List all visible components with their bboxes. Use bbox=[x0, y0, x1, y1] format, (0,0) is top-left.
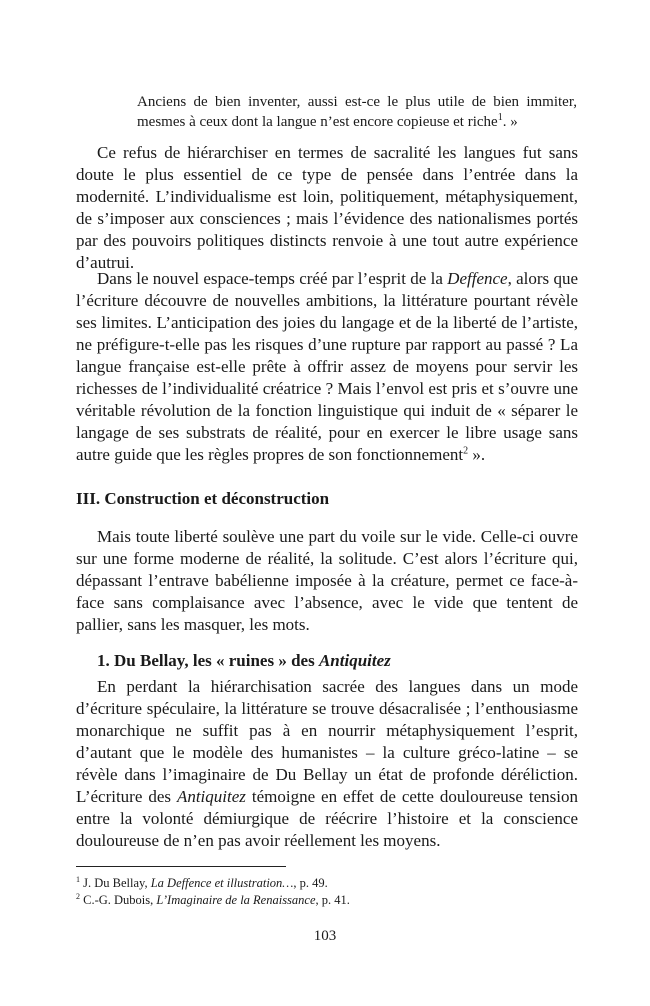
footnote-2-title: L’Imaginaire de la Renaissance bbox=[156, 893, 316, 907]
footnote-1-title: La Deffence et illustration… bbox=[150, 876, 294, 890]
title-deffence: Deffence bbox=[447, 269, 508, 288]
subsection-heading-text: 1. Du Bellay, les « ruines » des bbox=[97, 651, 319, 670]
paragraph-2-body: , alors que l’écriture découvre de nouvelles ambitions, la littérature pourtant révèle ses limites. L’anticipation des joies du langage et de la liberté de l’artiste, ne préfigure-t-elle pas les risques d’une rupture par rapport au passé ? La langue française est-elle prête à offrir assez de moyens pour servir les richesses de l’individualité créatrice ? Mais l’envol est pris et s’ouvre une véritable révolution de la fonction linguistique qui induit de « séparer le langage de ses substrats de réalité, pour en exercer le libre usage sans autre guide que les règles propres de son fonctionnement bbox=[76, 269, 579, 464]
footnote-2 bbox=[76, 892, 578, 909]
paragraph-4-start: En perdant la hiérarchisation sacrée des langues dans un mode d’écriture spéculaire, la littérature se trouve désacralisée ; l’enthousiasme monarchique ne suffit pas à en nourrir métaphysiquement l’esprit, d’autant que le modèle des humanistes – la culture gréco-latine – se révèle dans l’imaginaire de Du Bellay un état de profonde déréliction. L’écriture des bbox=[76, 677, 578, 806]
paragraph-4-end: témoigne en effet de cette douloureuse tension entre la volonté démiurgique de réécrire l’histoire et la conscience douloureuse de n’en pas avoir réellement les moyens. bbox=[76, 787, 578, 850]
block-quote bbox=[137, 92, 577, 132]
footnote-ref-2[interactable]: 2 bbox=[463, 445, 469, 457]
footnote-2-page: , p. 41. bbox=[315, 893, 350, 907]
footnote-1-author: J. Du Bellay, bbox=[80, 876, 151, 890]
footnote-2-author: C.-G. Dubois, bbox=[80, 893, 157, 907]
section-heading: III. Construction et déconstruction bbox=[76, 489, 330, 508]
footnote-separator bbox=[76, 866, 286, 867]
footnote-2-number: 2 bbox=[76, 891, 80, 901]
paragraph-2-start: Dans le nouvel espace-temps créé par l’esprit de la bbox=[97, 269, 448, 288]
paragraph-1: Ce refus de hiérarchiser en termes de sacralité les langues fut sans doute le plus essentiel de ce type de pensée dans l’entrée dans la modernité. L’individualisme est loin, politiquement, métaphysiquement, de s’imposer aux consciences ; mais l’évidence des nationalismes portés par des pouvoirs politiques distincts renvoie à une tout autre expérience d’autrui. bbox=[76, 143, 578, 272]
paragraph-3: Mais toute liberté soulève une part du voile sur le vide. Celle-ci ouvre sur une forme moderne de réalité, la solitude. C’est alors l’écriture qui, dépassant l’entrave babélienne imposée à la créature, permet ce face-à-face sans complaisance avec l’absence, avec le vide que tentent de pallier, sans les masquer, les mots. bbox=[76, 527, 578, 634]
subsection-heading bbox=[97, 650, 391, 672]
title-antiquitez-inline: Antiquitez bbox=[176, 787, 246, 806]
footnote-1-page: , p. 49. bbox=[293, 876, 328, 890]
footnote-1-number: 1 bbox=[76, 874, 80, 884]
footnote-1 bbox=[76, 875, 578, 892]
quote-text: Anciens de bien inventer, aussi est-ce le plus utile de bien immiter, mesmes à ceux dont la langue n’est encore copieuse et riche bbox=[137, 94, 577, 130]
footnote-ref-1[interactable]: 1 bbox=[497, 112, 503, 123]
title-antiquitez: Antiquitez bbox=[318, 651, 391, 670]
paragraph-2-closing: ». bbox=[468, 445, 486, 464]
paragraph-2 bbox=[76, 268, 578, 466]
paragraph-4 bbox=[76, 676, 578, 852]
page-number: 103 bbox=[313, 928, 337, 944]
quote-closing: . » bbox=[502, 114, 518, 130]
